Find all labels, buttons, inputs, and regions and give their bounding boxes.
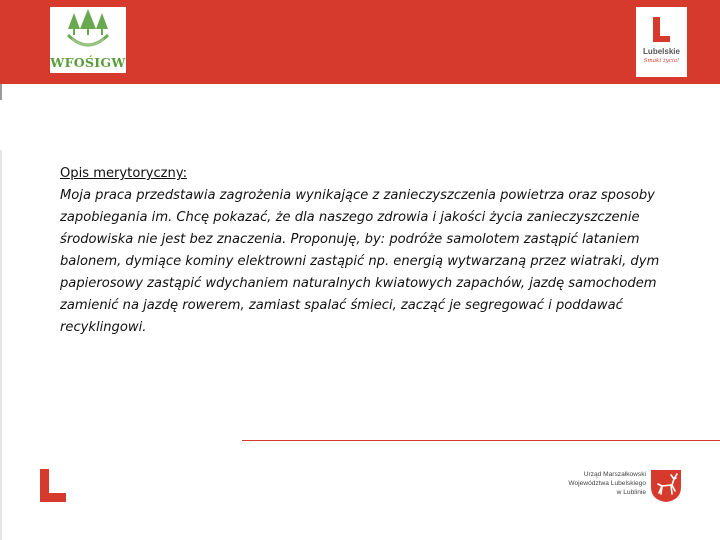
office-name	[552, 470, 646, 497]
lubelskie-logo	[636, 7, 687, 77]
content-title: Opis merytoryczny:	[60, 166, 188, 181]
office-name-line: Województwa Lubelskiego	[568, 480, 646, 487]
left-edge-line	[0, 84, 2, 100]
forest-emblem-icon	[64, 9, 112, 55]
lubelskie-logo-tagline: Smaki życia!	[643, 58, 680, 64]
wfosigw-logo	[50, 7, 126, 73]
left-edge-line-lower	[0, 150, 2, 540]
content-body: Moja praca przedstawia zagrożenia wynikające z zanieczyszczenia powietrza oraz sposoby zapobiegania im. Chcę pokazać, że dla naszego zdrowia i jakości życia zanieczyszczenie środowiska nie jest bez znaczenia. Proponuję, by: podróże samolotem zastąpić lataniem balonem, dymiące kominy elektrowni zastąpić np. energią wytwarzaną przez wiatraki, dym papierosowy zastąpić wdychaniem naturalnych kwiatowych zapachów, jazdę samochodem zamienić na jazdę rowerem, zamiast spalać śmieci, zacząć je segregować i poddawać recyklingowi.	[60, 188, 660, 335]
wfosigw-logo-text: WFOŚIGW	[50, 55, 126, 70]
deer-coat-of-arms-icon	[650, 469, 682, 503]
lubelskie-logo-text: Lubelskie	[643, 47, 680, 56]
office-name-line: Urząd Marszałkowski	[583, 471, 646, 478]
footer-divider	[242, 440, 720, 441]
office-name-line: w Lublinie	[616, 489, 646, 496]
content-block	[60, 163, 670, 339]
